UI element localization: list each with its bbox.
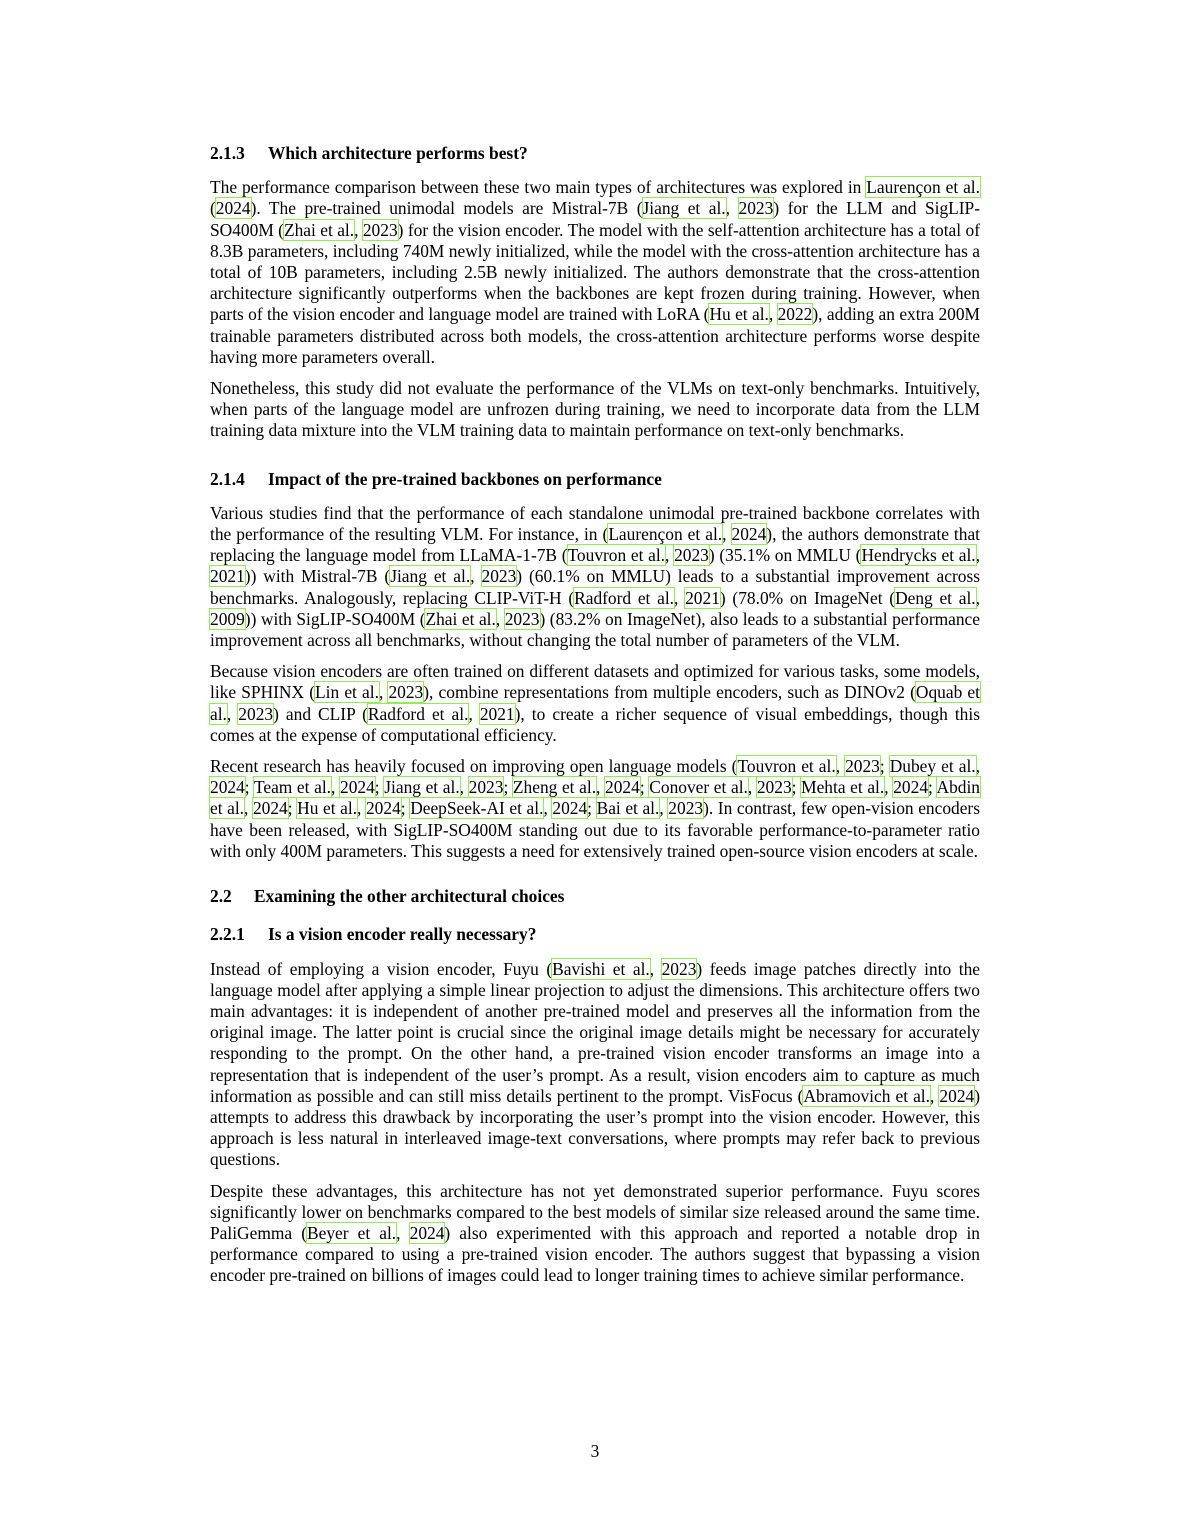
citation-link[interactable]: 2023 [756, 777, 792, 798]
citation-link[interactable]: Radford et al. [367, 703, 469, 724]
citation-link[interactable]: 2023 [738, 198, 774, 219]
citation-link[interactable]: 2024 [605, 777, 640, 798]
citation-link[interactable]: Radford et al. [574, 587, 675, 608]
paragraph: Because vision encoders are often trained on different datasets and optimized for various tasks, some models, like SPHINX (Lin et al., 2023), combine representations from multiple encoders, such as DINOv2 (Oquab et al., 2023) and CLIP (Radford et al., 2021), to create a richer sequence of visual embeddings, though this comes at the expense of computational efficiency. [210, 661, 980, 745]
citation-link[interactable]: Lin et al. [315, 682, 379, 703]
citation-link[interactable]: Team et al. [253, 777, 332, 798]
citation-link[interactable]: 2021 [210, 566, 245, 587]
citation-link[interactable]: 2022 [777, 304, 813, 325]
citation-link[interactable]: 2024 [893, 777, 929, 798]
citation-link[interactable]: DeepSeek-AI et al. [410, 798, 544, 819]
citation-link[interactable]: Laurençon et al. [866, 177, 980, 198]
citation-link[interactable]: 2023 [468, 777, 504, 798]
heading-2-2 [210, 886, 980, 907]
citation-link[interactable]: 2024 [340, 777, 375, 798]
citation-link[interactable]: 2023 [674, 545, 709, 566]
paragraph: Nonetheless, this study did not evaluate the performance of the VLMs on text-only benchmarks. Intuitively, when parts of the language model are unfrozen during training, we need to incorporate data from the LLM training data mixture into the VLM training data to maintain performance on text-only benchmarks. [210, 378, 980, 441]
section-title: Impact of the pre-trained backbones on performance [268, 468, 662, 489]
heading-2-1-4 [210, 469, 980, 490]
section-number: 2.1.3 [210, 143, 245, 163]
heading-2-1-3 [210, 143, 980, 164]
citation-link[interactable]: Jiang et al. [642, 198, 726, 219]
citation-link[interactable]: 2023 [668, 798, 704, 819]
citation-link[interactable]: Hu et al. [297, 798, 358, 819]
paragraph: Various studies find that the performance of each standalone unimodal pre-trained backbone correlates with the performance of the resulting VLM. For instance, in (Laurençon et al., 2024), the authors demonstrate that replacing the language model from LLaMA-1-7B (Touvron et al., 2023) (35.1% on MMLU (Hendrycks et al., 2021)) with Mistral-7B (Jiang et al., 2023) (60.1% on MMLU) leads to a substantial improvement across benchmarks. Analogously, replacing CLIP-ViT-H (Radford et al., 2021) (78.0% on ImageNet (Deng et al., 2009)) with SigLIP-SO400M (Zhai et al., 2023) (83.2% on ImageNet), also leads to a substantial performance improvement across all benchmarks, without changing the total number of parameters of the VLM. [210, 502, 981, 651]
citation-link[interactable]: 2023 [362, 219, 398, 240]
citation-link[interactable]: 2024 [215, 198, 251, 219]
section-number: 2.2.1 [210, 924, 245, 945]
paragraph: Instead of employing a vision encoder, Fuyu (Bavishi et al., 2023) feeds image patches directly into the language model after applying a simple linear projection to adjust the dimensions. This architecture offers two main advantages: it is independent of another pre-trained model and preserves all the information from the original image. The latter point is crucial since the original image details might be necessary for accurately responding to the prompt. On the other hand, a pre-trained vision encoder transforms an image into a representation that is independent of the user’s prompt. As a result, vision encoders aim to capture as much information as possible and can still miss details pertinent to the prompt. VisFocus (Abramovich et al., 2024) attempts to address this drawback by incorporating the user’s prompt into the vision encoder. However, this approach is less natural in interleaved image-text conversations, where prompts may refer back to previous questions. [210, 958, 980, 1170]
citation-link[interactable]: Zhai et al. [425, 608, 496, 629]
citation-link[interactable]: Touvron et al. [737, 756, 836, 777]
paragraph: Despite these advantages, this architecture has not yet demonstrated superior performance. Fuyu scores significantly lower on benchmarks compared to the best models of similar size released around the same time. PaliGemma (Beyer et al., 2024) also experimented with this approach and reported a notable drop in performance compared to using a pre-trained vision encoder. The authors suggest that bypassing a vision encoder pre-trained on billions of images could lead to longer training times to achieve similar performance. [210, 1180, 981, 1286]
citation-link[interactable]: Mehta et al. [801, 777, 885, 798]
citation-link[interactable]: Dubey et al. [889, 756, 976, 777]
citation-link[interactable]: Touvron et al. [567, 545, 666, 566]
citation-link[interactable]: 2009 [210, 608, 245, 629]
citation-link[interactable]: Zheng et al. [512, 777, 597, 798]
citation-link[interactable]: 2023 [504, 608, 540, 629]
citation-link[interactable]: 2023 [481, 566, 517, 587]
citation-list: Touvron et al., 2023; Dubey et al., 2024; Team et al., 2024; Jiang et al., 2023; Zheng et al., 2024; Conover et al., 2023; Mehta et al., 2024; Abdin et al., 2024; Hu et al., 2024; DeepSeek-AI et al., 2024; Bai et al., 2023 [210, 756, 980, 819]
citation-link[interactable]: 2023 [388, 682, 424, 703]
section-title: Which architecture performs best? [268, 143, 528, 163]
page-number: 3 [590, 1441, 600, 1461]
section-title: Examining the other architectural choices [254, 886, 565, 907]
citation-link[interactable]: 2023 [845, 756, 880, 777]
citation-link[interactable]: 2021 [685, 587, 720, 608]
citation-link[interactable]: 2023 [238, 703, 274, 724]
citation-link[interactable]: Bavishi et al. [552, 958, 650, 979]
paragraph: The performance comparison between these two main types of architectures was explored in Laurençon et al. (2024). The pre-trained unimodal models are Mistral-7B (Jiang et al., 2023) for the LLM and SigLIP-SO400M (Zhai et al., 2023) for the vision encoder. The model with the self-attention architecture has a total of 8.3B parameters, including 740M newly initialized, while the model with the cross-attention architecture has a total of 10B parameters, including 2.5B newly initialized. The authors demonstrate that the cross-attention architecture significantly outperforms when the backbones are kept frozen during training. However, when parts of the vision encoder and language model are trained with LoRA (Hu et al., 2022), adding an extra 200M trainable parameters distributed across both models, the cross-attention architecture performs worse despite having more parameters overall. [210, 177, 981, 367]
citation-link[interactable]: Jiang et al. [384, 777, 460, 798]
citation-link[interactable]: Oquab et al. [210, 682, 980, 724]
citation-link[interactable]: 2023 [661, 958, 697, 979]
section-title: Is a vision encoder really necessary? [268, 924, 537, 945]
citation-link[interactable]: 2024 [365, 798, 401, 819]
citation-link[interactable]: 2024 [552, 798, 588, 819]
citation-link[interactable]: 2024 [939, 1085, 975, 1106]
citation-link[interactable]: Beyer et al. [307, 1222, 397, 1243]
citation-link[interactable]: Abramovich et al. [803, 1085, 930, 1106]
heading-2-2-1 [210, 924, 980, 945]
citation-link[interactable]: Abdin et al. [210, 777, 980, 819]
citation-link[interactable]: 2024 [731, 524, 767, 545]
citation-link[interactable]: Laurençon et al. [608, 524, 723, 545]
citation-link[interactable]: Jiang et al. [390, 566, 471, 587]
citation-link[interactable]: Hendrycks et al. [861, 545, 976, 566]
citation-link[interactable]: 2021 [479, 703, 515, 724]
paragraph: Recent research has heavily focused on improving open language models (Touvron et al., 2023; Dubey et al., 2024; Team et al., 2024; Jiang et al., 2023; Zheng et al., 2024; Conover et al., 2023; Mehta et al., 2024; Abdin et al., 2024; Hu et al., 2024; DeepSeek-AI et al., 2024; Bai et al., 2023). In contrast, few open-vision encoders have been released, with SigLIP-SO400M standing out due to its favorable performance-to-parameter ratio with only 400M parameters. This suggests a need for extensively trained open-source vision encoders at scale. [210, 756, 980, 861]
citation-link[interactable]: 2024 [409, 1222, 445, 1243]
citation-link[interactable]: Bai et al. [596, 798, 660, 819]
citation-link[interactable]: Conover et al. [649, 777, 748, 798]
citation-link[interactable]: 2024 [210, 777, 245, 798]
citation-link[interactable]: Zhai et al. [283, 219, 355, 240]
section-number: 2.2 [210, 886, 232, 907]
section-number: 2.1.4 [210, 468, 245, 489]
citation-link[interactable]: Hu et al. [709, 304, 769, 325]
citation-link[interactable]: 2024 [252, 798, 288, 819]
paper-page [210, 140, 980, 1297]
citation-link[interactable]: Deng et al. [895, 587, 976, 608]
